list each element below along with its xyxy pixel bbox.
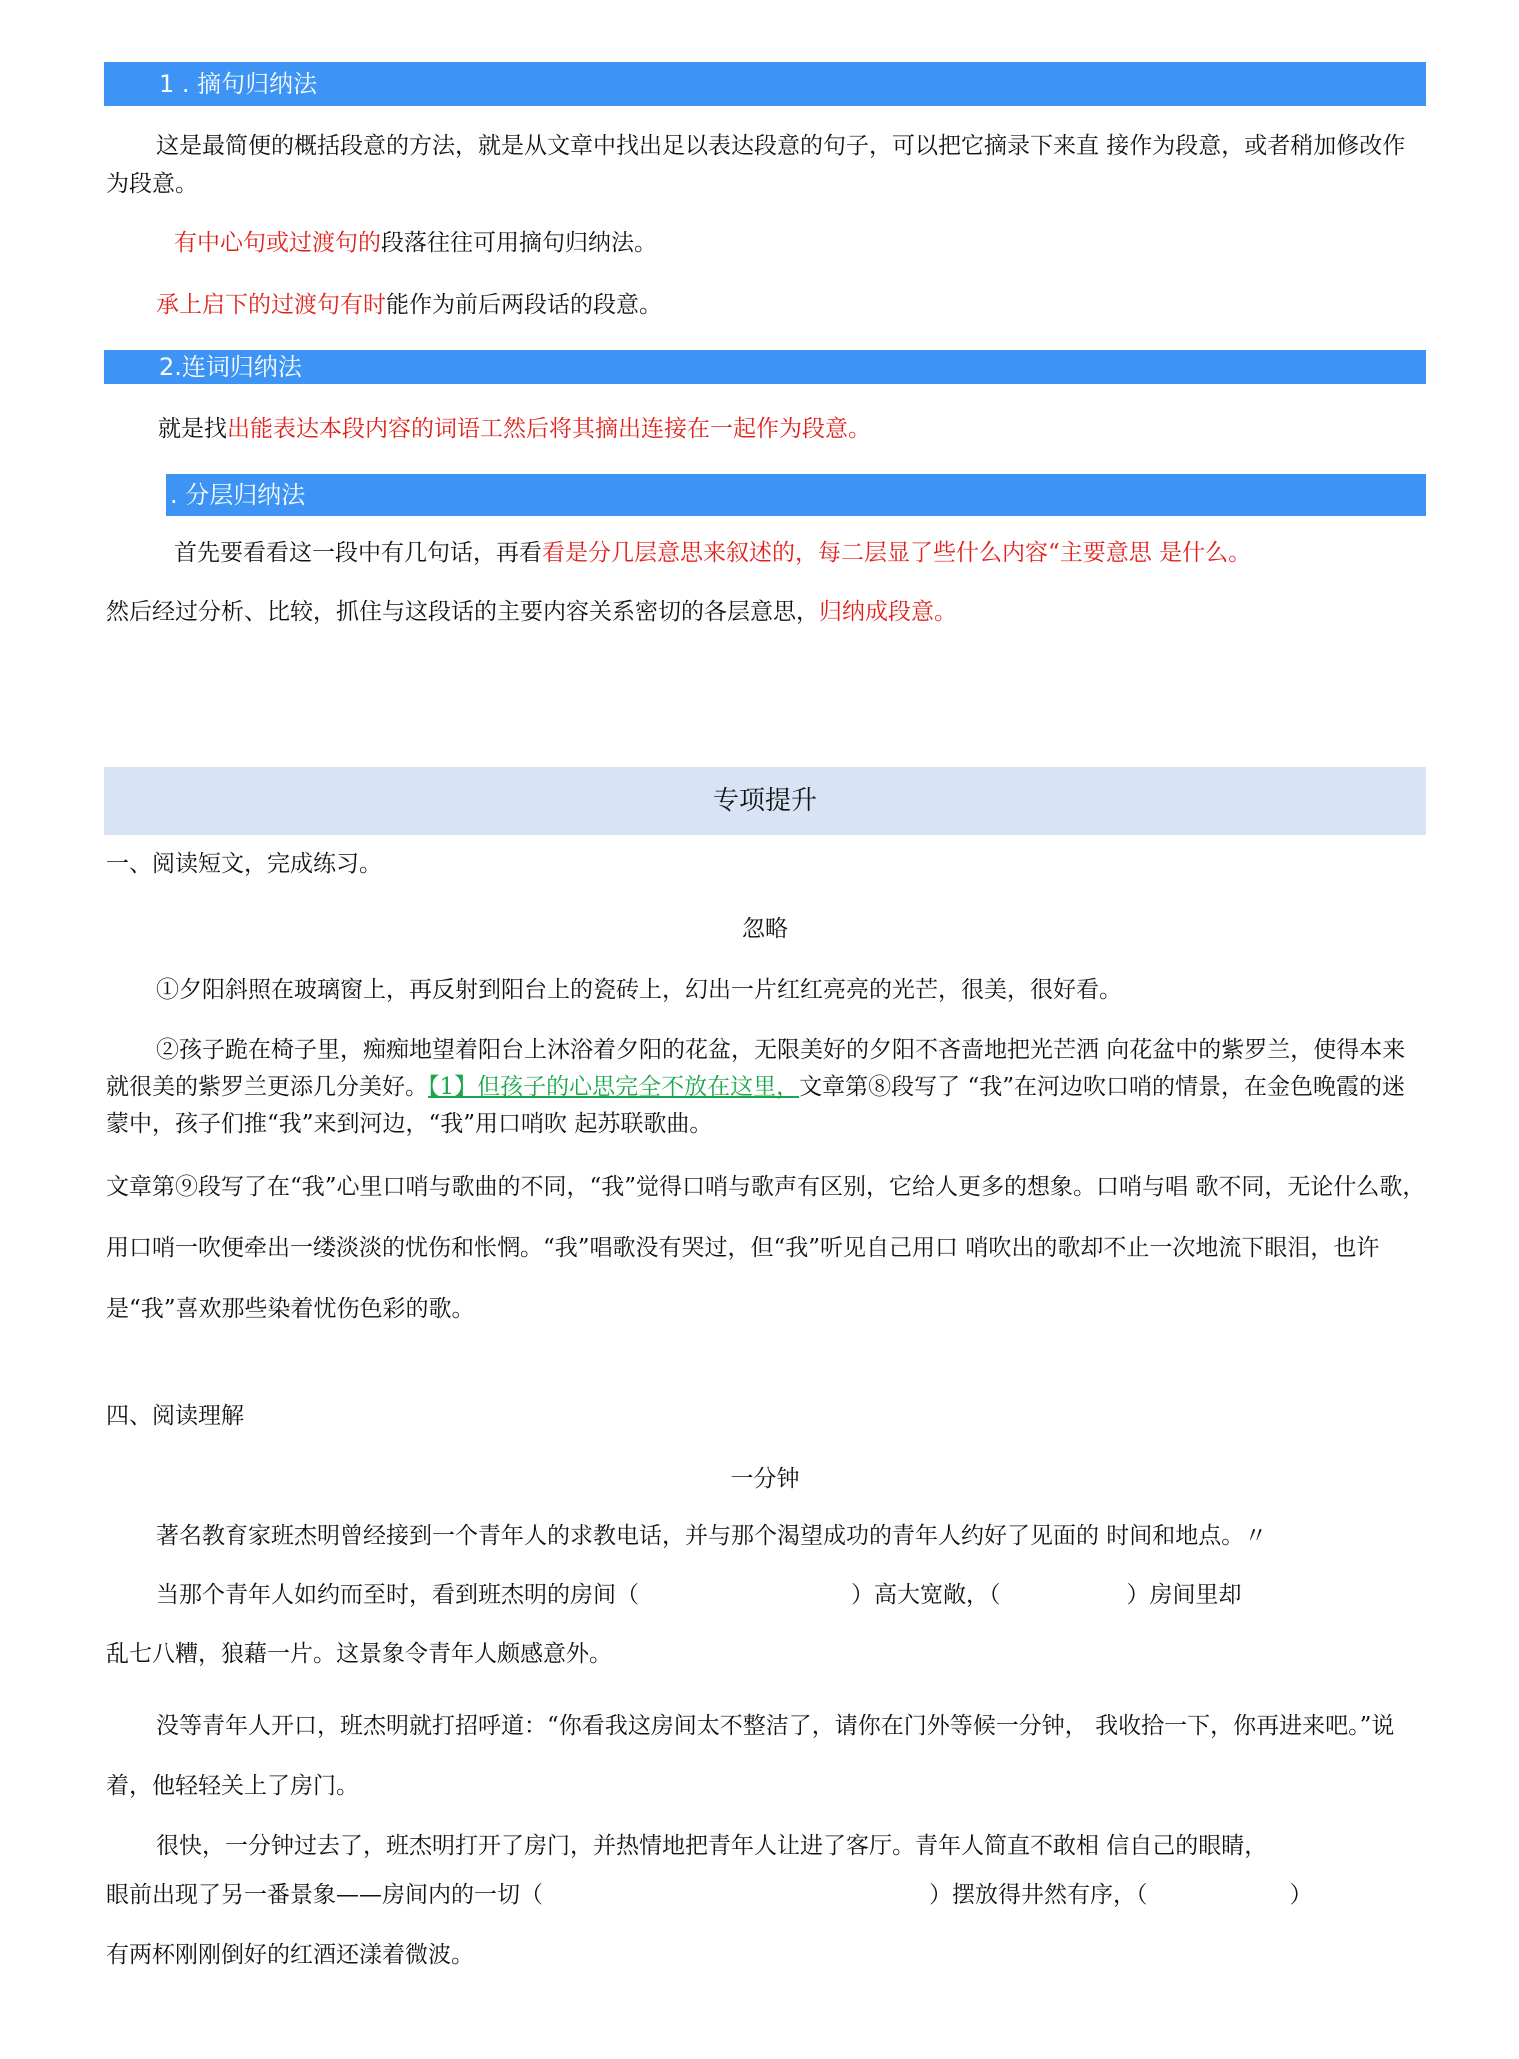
section-title: 2.连词归纳法 — [159, 353, 302, 381]
paragraph-text: 就是找 — [158, 416, 227, 442]
article-title-text: 忽略 — [742, 916, 788, 942]
section-header-2 — [104, 350, 1426, 384]
paragraph-text: ②孩子跪在椅子里，痴痴地望着阳台上沐浴着夕阳的花盆，无限美好的夕阳不吝啬地把光芒洒 向花盆中的紫罗兰，使得本来就很美的紫罗兰更添几分美好。 — [106, 1037, 1406, 1100]
paragraph-text: ） — [1289, 1882, 1313, 1908]
paragraph — [106, 1636, 1426, 1673]
section-header-3 — [166, 474, 1426, 516]
paragraph-text: 然后经过分析、比较，抓住与这段话的主要内容关系密切的各层意思， — [106, 599, 819, 625]
highlight-text: 出能表达本段内容的词语工然后将其摘出连接在一起作为段意。 — [227, 416, 871, 442]
section-header-1 — [104, 62, 1426, 106]
special-improvement-banner — [104, 767, 1426, 835]
heading-text: 一、阅读短文，完成练习。 — [106, 851, 382, 877]
paragraph-text: ）房间里却 — [1126, 1582, 1242, 1608]
highlight-text: 承上启下的过渡句有时 — [156, 292, 386, 318]
paragraph — [106, 1877, 1426, 1914]
section-title: 1 . 摘句归纳法 — [159, 70, 318, 98]
exercise-heading — [106, 846, 1426, 883]
paragraph-text: ）摆放得井然有序，（ — [929, 1882, 1148, 1908]
paragraph — [106, 127, 1426, 203]
highlight-text: 有中心句或过渡句的 — [174, 230, 381, 256]
paragraph-text: 很快，一分钟过去了，班杰明打开了房门，并热情地把青年人让进了客厅。青年人简直不敢相 信自己的眼睛， — [156, 1833, 1268, 1859]
paragraph — [106, 1518, 1426, 1555]
paragraph — [106, 1157, 1426, 1340]
article-title — [104, 1460, 1426, 1493]
paragraph — [106, 225, 1494, 262]
question-marker-link[interactable]: 【1】但孩子的心思完全不放在这里， — [428, 1074, 800, 1100]
paragraph — [106, 1937, 1426, 1974]
highlight-text: 看是分几层意思来叙述的，每二层显了些什么内容“主要意思 是什么。 — [542, 540, 1252, 566]
banner-title: 专项提升 — [712, 786, 817, 816]
paragraph-text: 段落往往可用摘句归纳法。 — [381, 230, 657, 256]
paragraph-text: 首先要看看这一段中有几句话，再看 — [174, 540, 542, 566]
exercise-heading — [106, 1398, 1426, 1435]
paragraph-text: 著名教育家班杰明曾经接到一个青年人的求教电话，并与那个渴望成功的青年人约好了见面的 时间和地点。〃 — [156, 1523, 1268, 1549]
heading-text: 四、阅读理解 — [106, 1403, 244, 1429]
article-title — [104, 910, 1426, 943]
paragraph — [106, 1032, 1426, 1143]
paragraph — [106, 1816, 1426, 1877]
paragraph — [106, 535, 1494, 572]
paragraph — [106, 1696, 1426, 1816]
paragraph-text: ①夕阳斜照在玻璃窗上，再反射到阳台上的瓷砖上，幻出一片红红亮亮的光芒，很美，很好看。 — [156, 977, 1122, 1003]
highlight-text: 归纳成段意。 — [819, 599, 957, 625]
paragraph-text: 能作为前后两段话的段意。 — [386, 292, 662, 318]
paragraph-text: 文章第⑨段写了在“我”心里口哨与歌曲的不同，“我”觉得口哨与歌声有区别，它给人更多的想象。口哨与唱 歌不同，无论什么歌，用口哨一吹便牵出一缕淡淡的忧伤和怅惘。“我”唱歌没有哭过，但“我”听见自己用口 哨吹出的歌却不止一次地流下眼泪，也许是“我”喜欢那些染着忧伤色彩的歌。 — [106, 1174, 1426, 1322]
article-title-text: 一分钟 — [730, 1466, 800, 1492]
paragraph-text: 眼前出现了另一番景象——房间内的一切（ — [106, 1882, 543, 1908]
paragraph — [106, 594, 1426, 631]
paragraph-text: 当那个青年人如约而至时，看到班杰明的房间（ — [156, 1582, 639, 1608]
paragraph-text: 乱七八糟，狼藉一片。这景象令青年人颇感意外。 — [106, 1641, 612, 1667]
paragraph — [106, 1577, 1426, 1614]
paragraph-text: 有两杯刚刚倒好的红酒还漾着微波。 — [106, 1942, 474, 1968]
paragraph — [106, 411, 1478, 448]
paragraph-text: 这是最简便的概括段意的方法，就是从文章中找出足以表达段意的句子，可以把它摘录下来直 接作为段意，或者稍加修改作为段意。 — [106, 133, 1406, 197]
paragraph-text: 没等青年人开口，班杰明就打招呼道：“你看我这房间太不整洁了，请你在门外等候一分钟， 我收拾一下，你再进来吧。”说着，他轻轻关上了房门。 — [106, 1713, 1395, 1799]
paragraph — [106, 287, 1476, 324]
paragraph — [106, 972, 1426, 1009]
section-title: . 分层归纳法 — [170, 481, 306, 509]
paragraph-text: ）高大宽敞，（ — [851, 1582, 1001, 1608]
paragraph-text: 文章第⑧段写了 “我”在河边吹口哨的情景，在金色晚霞的迷蒙中，孩子们推“我”来到河边，“我”用口哨吹 起苏联歌曲。 — [106, 1074, 1405, 1137]
